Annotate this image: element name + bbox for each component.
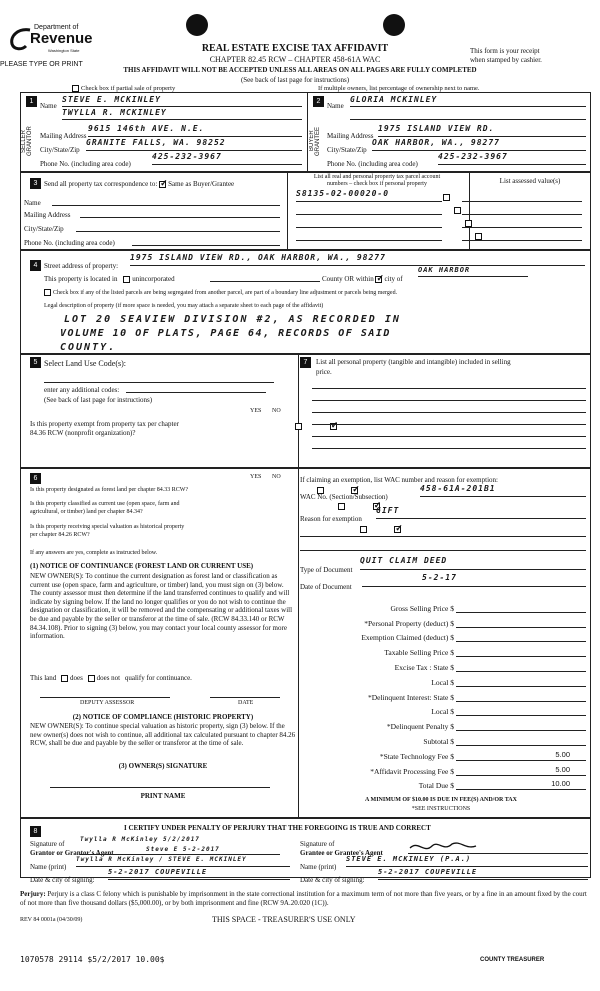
grantee-date-label: Date & city of signing:: [300, 876, 365, 884]
buyer-mailing-label: Mailing Address: [327, 132, 374, 140]
s5-see-back: (See back of last page for instructions): [44, 396, 153, 404]
land-use-code-field[interactable]: [44, 373, 274, 383]
s5-yes-header: YES: [250, 408, 262, 414]
legal-line2[interactable]: VOLUME 10 OF PLATS, PAGE 64, RECORDS OF SAID: [60, 328, 391, 339]
section-7-badge: 7: [300, 357, 311, 368]
seller-name2[interactable]: TWYLLA R. MCKINLEY: [62, 108, 302, 120]
exempt-q1: Is this property exempt from property tax per chapter: [30, 420, 179, 428]
buyer-name-label: Name: [327, 102, 344, 110]
please-type: PLEASE TYPE OR PRINT: [0, 61, 83, 68]
grantor-print-label: Name (print): [30, 863, 67, 871]
fee-value[interactable]: [456, 676, 586, 687]
assessed-value-2[interactable]: [462, 205, 582, 215]
buyer-name[interactable]: GLORIA MCKINLEY: [350, 95, 586, 107]
parcel-number-1[interactable]: S8135-02-00020-0: [296, 189, 442, 202]
fee-label: *Delinquent Penalty $: [386, 722, 454, 732]
punch-hole-right: [383, 14, 405, 36]
dor-line2: Revenue: [30, 30, 93, 47]
fee-label: Exemption Claimed (deduct) $: [361, 633, 454, 643]
fee-value[interactable]: [456, 720, 586, 731]
assessed-value-3[interactable]: [462, 218, 582, 228]
fee-row: [296, 657, 586, 672]
treasurer-space: THIS SPACE - TREASURER'S USE ONLY: [212, 915, 356, 924]
this-land-label: This land: [30, 674, 57, 682]
fee-row: [296, 731, 586, 746]
receipt-line1: This form is your receipt: [470, 47, 540, 55]
continuance-title: (1) NOTICE OF CONTINUANCE (FOREST LAND OR CURRENT USE): [30, 562, 254, 570]
legal-label: Legal description of property (if more space is needed, you may attach a separate sheet to each page of the affidavit): [44, 303, 324, 309]
send-correspondence-row: [44, 180, 234, 188]
s5-no-header: NO: [272, 408, 281, 414]
forest-q: Is this property designated as forest land per chapter 84.33 RCW?: [30, 487, 189, 493]
doc-type-value[interactable]: QUIT CLAIM DEED: [360, 556, 586, 570]
qualify-row: [30, 674, 192, 682]
city-of-checkbox[interactable]: [375, 276, 382, 283]
parcel-number-4[interactable]: [296, 231, 442, 241]
historic-q1: Is this property receiving special valuation as historical property: [30, 524, 185, 530]
fee-row: [296, 642, 586, 657]
section-4-badge: 4: [30, 260, 41, 271]
receipt-line2: when stamped by cashier.: [470, 56, 542, 64]
grantee-signature-scribble-icon: [408, 840, 478, 854]
parcel-number-3[interactable]: [296, 218, 442, 228]
county-treasurer: COUNTY TREASURER: [480, 957, 545, 963]
certify-statement: I CERTIFY UNDER PENALTY OF PERJURY THAT THE FOREGOING IS TRUE AND CORRECT: [124, 824, 431, 832]
county-or-within: County OR within: [322, 275, 374, 283]
located-row: [44, 275, 175, 283]
dor-line1: Department of: [34, 24, 79, 31]
grantee-signature[interactable]: [408, 840, 588, 854]
s3-name-label: Name: [24, 199, 41, 207]
fee-label: Gross Selling Price $: [390, 603, 454, 613]
seller-name-label: Name: [40, 102, 57, 110]
unincorporated-checkbox[interactable]: [123, 276, 130, 283]
assessed-value-4[interactable]: [462, 231, 582, 241]
qualify-label: qualify for continuance.: [124, 674, 192, 682]
grantee-date-value[interactable]: 5-2-2017 COUPEVILLE: [378, 868, 588, 880]
buyer-city[interactable]: OAK HARBOR, WA., 98277: [372, 138, 586, 151]
city-of-value[interactable]: OAK HARBOR: [418, 266, 528, 277]
fee-value[interactable]: [456, 705, 586, 716]
grantor-sig-label: Signature of: [30, 840, 65, 848]
assessed-header: List assessed value(s): [499, 177, 561, 185]
current-use-yes-checkbox[interactable]: [338, 503, 345, 510]
fee-row: [296, 716, 586, 731]
fee-row: [296, 702, 586, 717]
if-yes-note: If any answers are yes, complete as instructed below.: [30, 550, 158, 556]
grantor-agent-label: Grantor or Grantor's Agent: [30, 849, 114, 857]
fees-table: [296, 598, 586, 790]
seller-name1[interactable]: STEVE E. MCKINLEY: [62, 95, 302, 107]
grantee-agent-label: Grantee or Grantee's Agent: [300, 849, 383, 857]
does-label: does: [70, 674, 83, 682]
parcel-header1: List all real and personal property tax parcel account: [313, 174, 441, 180]
fee-value[interactable]: 5.00: [456, 765, 586, 776]
exempt-yes-checkbox[interactable]: [295, 423, 302, 430]
fee-value[interactable]: [456, 691, 586, 702]
form-chapter: CHAPTER 82.45 RCW – CHAPTER 458-61A WAC: [209, 55, 381, 64]
enter-additional-label: enter any additional codes:: [44, 386, 120, 394]
fee-label: Taxable Selling Price $: [384, 648, 454, 658]
seller-city[interactable]: GRANITE FALLS, WA. 98252: [86, 138, 302, 151]
grantor-date-label: Date & city of signing:: [30, 876, 95, 884]
wac-label: WAC No. (Section/Subsection): [300, 493, 388, 501]
personal-prop-label1: List all personal property (tangible and intangible) included in selling: [316, 358, 511, 366]
personal-prop-line1[interactable]: [312, 380, 586, 389]
fee-row: [296, 598, 586, 613]
seller-side-label: SELLER GRANTOR: [21, 126, 33, 156]
does-not-checkbox[interactable]: [88, 675, 95, 682]
fee-row: [296, 746, 586, 761]
s3-name-field[interactable]: [52, 196, 280, 206]
section-1-badge: 1: [26, 96, 37, 107]
street-label: Street address of property:: [44, 262, 119, 270]
buyer-city-label: City/State/Zip: [327, 146, 367, 154]
form-warning: THIS AFFIDAVIT WILL NOT BE ACCEPTED UNLESS ALL AREAS ON ALL PAGES ARE FULLY COMPLETED: [123, 66, 477, 74]
street-address[interactable]: 1975 ISLAND VIEW RD., OAK HARBOR, WA., 98277: [130, 253, 585, 266]
fee-value[interactable]: 5.00: [456, 750, 586, 761]
fee-row: [296, 687, 586, 702]
fee-row: [296, 776, 586, 791]
personal-prop-label2: price.: [316, 368, 332, 376]
fee-label: Local $: [431, 677, 454, 687]
doc-type-label: Type of Document: [300, 566, 353, 574]
s6-no-header: NO: [272, 474, 281, 480]
print-name-label: PRINT NAME: [140, 792, 186, 800]
deputy-date-line[interactable]: [210, 690, 280, 698]
fee-value[interactable]: [456, 735, 586, 746]
personal-prop-line6[interactable]: [312, 440, 586, 449]
deputy-assessor-line[interactable]: [40, 690, 170, 698]
seller-mailing[interactable]: 9615 146th AVE. N.E.: [88, 124, 302, 137]
treasurer-stamp: 1070578 29114 $5/2/2017 10.00$: [20, 955, 165, 964]
does-checkbox[interactable]: [61, 675, 68, 682]
additional-codes-field[interactable]: [126, 384, 266, 393]
partial-sale-row: [72, 85, 175, 92]
s3-phone-field[interactable]: [132, 236, 280, 246]
grantee-print-label: Name (print): [300, 863, 337, 871]
grantee-print-value[interactable]: STEVE E. MCKINLEY (P.A.): [346, 855, 588, 867]
grantor-date-value[interactable]: 5-2-2017 COUPEVILLE: [108, 868, 290, 880]
same-as-buyer-checkbox[interactable]: [159, 181, 166, 188]
compliance-title: (2) NOTICE OF COMPLIANCE (HISTORIC PROPERTY): [72, 713, 254, 721]
segregated-row: [44, 289, 584, 296]
s3-mailing-field[interactable]: [80, 208, 280, 218]
exemption-label: If claiming an exemption, list WAC number and reason for exemption:: [300, 476, 498, 484]
reason-label: Reason for exemption: [300, 515, 362, 523]
section-3-badge: 3: [30, 178, 41, 189]
buyer-mailing[interactable]: 1975 ISLAND VIEW RD.: [378, 124, 586, 137]
parcel-header2: numbers – check box if personal property: [327, 181, 427, 187]
deputy-label: DEPUTY ASSESSOR: [80, 700, 135, 706]
s3-city-label: City/State/Zip: [24, 225, 64, 233]
section-2-badge: 2: [313, 96, 324, 107]
seller-phone-label: Phone No. (including area code): [40, 160, 131, 168]
fee-value[interactable]: [456, 661, 586, 672]
fee-row: [296, 761, 586, 776]
partial-sale-checkbox[interactable]: [72, 85, 79, 92]
county-field[interactable]: [210, 273, 320, 282]
buyer-side-label: BUYER GRANTEE: [309, 126, 321, 156]
s6-yes-header: YES: [250, 474, 262, 480]
fee-label: Local $: [431, 707, 454, 717]
exempt-q2: 84.36 RCW (nonprofit organization)?: [30, 429, 136, 437]
fee-value[interactable]: [456, 617, 586, 628]
fee-value[interactable]: [456, 646, 586, 657]
county-within-row: [322, 275, 403, 283]
wac-value[interactable]: 458-61A-201B1: [420, 484, 586, 497]
fee-label: Total Due $: [418, 781, 454, 791]
fee-row: [296, 672, 586, 687]
fee-value[interactable]: [456, 602, 586, 613]
multiple-owners-note: If multiple owners, list percentage of ownership next to name.: [318, 85, 480, 92]
legal-line1[interactable]: LOT 20 SEAVIEW DIVISION #2, AS RECORDED IN: [64, 314, 401, 325]
grantor-signature-1[interactable]: Twylla R McKinley 5/2/2017: [80, 836, 200, 843]
section-8-badge: 8: [30, 826, 41, 837]
owner-sig-label: (3) OWNER(S) SIGNATURE: [118, 762, 208, 770]
fee-label: Subtotal $: [423, 736, 454, 746]
perjury-title: Perjury:: [20, 890, 46, 898]
see-instructions: *SEE INSTRUCTIONS: [411, 806, 471, 812]
minimum-note: A MINIMUM OF $10.00 IS DUE IN FEE(S) AND/OR TAX: [365, 797, 517, 803]
personal-prop-line4[interactable]: [312, 416, 586, 425]
form-title: REAL ESTATE EXCISE TAX AFFIDAVIT: [201, 43, 389, 54]
dor-logo: [8, 20, 103, 60]
fee-label: *Affidavit Processing Fee $: [370, 766, 454, 776]
grantor-sig-line: [80, 846, 280, 855]
personal-prop-line2[interactable]: [312, 392, 586, 401]
doc-date-value[interactable]: 5-2-17: [362, 573, 586, 587]
city-of-label: city of: [384, 275, 403, 283]
s3-phone-label: Phone No. (including area code): [24, 239, 115, 247]
grantor-signature-2[interactable]: Steve E 5-2-2017: [146, 846, 220, 853]
grantee-sig-label: Signature of: [300, 840, 335, 848]
continuance-text: NEW OWNER(S): To continue the current designation as forest land or classification as current use (open space, farm and agriculture, or timber) land, you must sign on (3) below. The county assessor must then determine if the land transferred continues to qualify and will indicate by signing below. If the land no longer qualifies or you do not wish to continue the designation or classification, it will be removed and the compensating or additional taxes will be due and payable by the seller or transferor at the time of sale. (RCW 84.33.140 or RCW 84.34.108). Prior to signing (3) below, you may contact your local county assessor for more information.: [30, 572, 293, 641]
fee-label: *Delinquent Interest: State $: [367, 692, 454, 702]
reason-value[interactable]: GIFT: [376, 506, 586, 519]
send-label: Send all property tax correspondence to:: [44, 180, 158, 188]
rev-number: REV 84 0001a (04/30/09): [20, 917, 83, 923]
personal-prop-checkbox-2[interactable]: [454, 207, 461, 214]
doc-date-label: Date of Document: [300, 583, 352, 591]
seller-phone[interactable]: 425-232-3967: [152, 152, 302, 165]
perjury-notice: [20, 890, 591, 908]
assessed-value-1[interactable]: [462, 192, 582, 202]
fee-label: *State Technology Fee $: [379, 751, 454, 761]
section-5-badge: 5: [30, 357, 41, 368]
date-label: DATE: [238, 700, 254, 706]
section-6-badge: 6: [30, 473, 41, 484]
grantor-print-value[interactable]: Twylla R McKinley / STEVE E. MCKINLEY: [76, 856, 290, 867]
s3-mailing-label: Mailing Address: [24, 211, 71, 219]
does-not-label: does not: [96, 674, 121, 682]
punch-hole-left: [186, 14, 208, 36]
unincorporated-label: unincorporated: [132, 275, 175, 283]
compliance-text: NEW OWNER(S): To continue special valuation as historic property, sign (3) below. If the new owner(s) does not wish to continue, all additional tax calculated pursuant to chapter 84.26 RCW, shall be due and payable by the seller or transferor at the time of sale.: [30, 722, 296, 748]
segregated-label: Check box if any of the listed parcels are being segregated from another parcel, are part of a boundary line adjustment or parcels being merged.: [53, 289, 398, 296]
personal-prop-checkbox-1[interactable]: [443, 194, 450, 201]
owner-sig-line[interactable]: [50, 780, 270, 788]
same-as-buyer-label: Same as Buyer/Grantee: [168, 180, 235, 188]
s3-city-field[interactable]: [76, 222, 280, 232]
buyer-phone[interactable]: 425-232-3967: [438, 152, 586, 165]
located-label: This property is located in: [44, 275, 118, 283]
seller-mailing-label: Mailing Address: [40, 132, 87, 140]
dor-line3: Washington State: [48, 48, 80, 53]
fee-row: [296, 613, 586, 628]
current-use-q1: Is this property classified as current use (open space, farm and: [30, 501, 180, 507]
seller-city-label: City/State/Zip: [40, 146, 80, 154]
historic-q2: per chapter 84.26 RCW?: [30, 532, 90, 538]
buyer-phone-label: Phone No. (including area code): [327, 160, 418, 168]
fee-value[interactable]: 10.00: [456, 779, 586, 790]
partial-sale-label: Check box if partial sale of property: [81, 85, 176, 92]
current-use-q2: agricultural, or timber) land per chapter 84.34?: [30, 509, 143, 515]
legal-line3[interactable]: COUNTY.: [60, 342, 117, 353]
parcel-number-2[interactable]: [296, 205, 442, 215]
buyer-name-line2: [350, 108, 586, 120]
perjury-text: Perjury is a class C felony which is punishable by imprisonment in the state correctional institution for a maximum term of not more than five years, or by a fine in an amount fixed by the court of not more than five thousand dollars ($5,000.00), or by both imprisonment and fine (RCW 9A.20.020 (1C)).: [20, 890, 587, 907]
form-see-back: (See back of last page for instructions): [240, 76, 350, 84]
fee-value[interactable]: [456, 631, 586, 642]
fee-row: [296, 628, 586, 643]
segregated-checkbox[interactable]: [44, 289, 51, 296]
personal-prop-line3[interactable]: [312, 404, 586, 413]
fee-label: *Personal Property (deduct) $: [364, 618, 454, 628]
fee-label: Excise Tax : State $: [394, 662, 454, 672]
reason-line2[interactable]: [300, 527, 586, 537]
reason-line3[interactable]: [300, 541, 586, 551]
personal-prop-line5[interactable]: [312, 428, 586, 437]
select-land-label: Select Land Use Code(s):: [44, 359, 126, 368]
